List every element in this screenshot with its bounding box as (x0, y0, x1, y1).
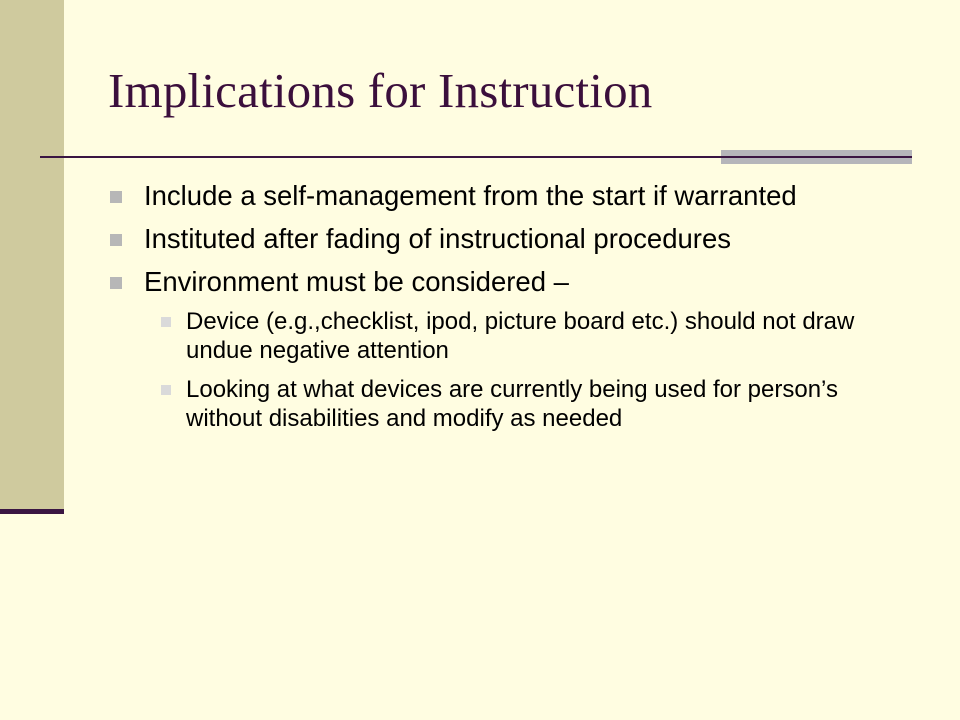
square-bullet-icon (110, 234, 122, 246)
small-square-bullet-icon (161, 385, 171, 395)
bullet-item (108, 178, 918, 214)
square-bullet-icon (110, 277, 122, 289)
square-bullet-icon (110, 191, 122, 203)
bullet-list (108, 178, 918, 443)
side-decoration-line (0, 509, 64, 514)
side-decoration-bar (0, 0, 64, 511)
bullet-text: Environment must be considered – (144, 266, 569, 297)
bullet-text: Include a self-management from the start if warranted (144, 180, 797, 211)
sub-bullet-text: Looking at what devices are currently being used for person’s without disabilities and modify as needed (186, 376, 838, 432)
bullet-text: Instituted after fading of instructional procedures (144, 223, 732, 254)
sub-bullet-text: Device (e.g.,checklist, ipod, picture board etc.) should not draw undue negative attention (186, 308, 855, 364)
bullet-item (108, 221, 918, 257)
small-square-bullet-icon (161, 317, 171, 327)
sub-bullet-item (150, 307, 918, 365)
slide-title: Implications for Instruction (108, 63, 653, 118)
sub-bullet-item (150, 375, 918, 433)
title-accent-line (721, 156, 912, 158)
bullet-item (108, 264, 918, 300)
